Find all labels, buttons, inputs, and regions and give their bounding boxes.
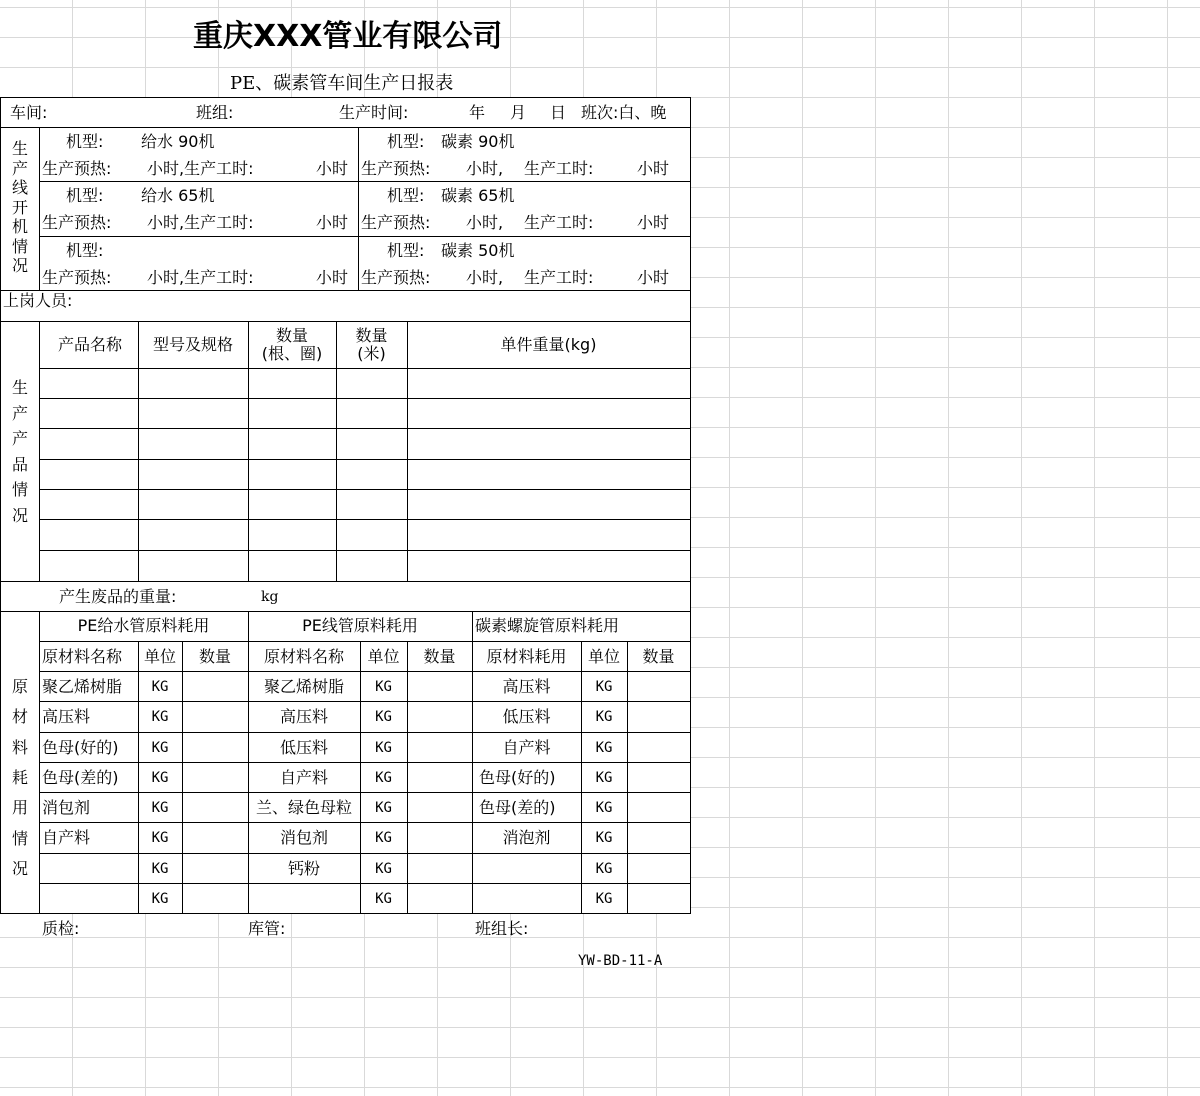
col-divider (407, 321, 408, 581)
col-divider (182, 641, 183, 914)
col-qty-m-unit: (米) (357, 344, 386, 363)
production-time-label: 生产时间: (339, 103, 409, 122)
workshop-label: 车间: (10, 103, 48, 122)
left-model-1: 给水 90机 (141, 132, 215, 151)
row-divider (39, 398, 691, 399)
row-divider (0, 127, 691, 128)
col-qty: 数量 (642, 647, 675, 666)
material-name: 消泡剂 (502, 828, 551, 847)
staff-label: 上岗人员: (3, 291, 73, 310)
material-name: 高压料 (502, 677, 551, 696)
material-unit: KG (151, 861, 169, 877)
col-qty: 数量 (198, 647, 231, 666)
col-qty-pcs: 数量 (275, 326, 308, 345)
table-border (0, 97, 1, 914)
side-label-char: 材 (11, 707, 28, 727)
row-divider (39, 822, 691, 823)
material-unit: KG (595, 800, 613, 816)
col-unit: 单位 (587, 647, 620, 666)
hours-workhours-label: 小时,生产工时: (147, 159, 254, 178)
col-material-name: 原材料名称 (42, 647, 123, 666)
material-name: 低压料 (502, 707, 551, 726)
material-name: 聚乙烯树脂 (263, 677, 344, 696)
col-spec: 型号及规格 (153, 335, 234, 354)
table-border (0, 97, 691, 98)
table-border (0, 913, 691, 914)
side-label-char: 产 (11, 158, 28, 178)
hours-label: 小时 (637, 159, 670, 178)
preheat-label: 生产预热: (42, 268, 112, 287)
row-divider (39, 368, 691, 369)
material-unit: KG (151, 830, 169, 846)
side-label-char: 情 (11, 480, 28, 499)
hours-label: 小时 (316, 159, 349, 178)
material-unit: KG (595, 740, 613, 756)
col-divider (39, 127, 40, 290)
workhours-label: 生产工时: (524, 213, 594, 232)
material-name: 色母(好的) (42, 738, 119, 757)
side-label-char: 生 (11, 378, 28, 397)
material-unit: KG (151, 679, 169, 695)
material-name: 钙粉 (287, 859, 320, 878)
row-divider (0, 321, 691, 322)
preheat-label: 生产预热: (42, 213, 112, 232)
material-unit: KG (375, 709, 392, 725)
right-model-2: 碳素 65机 (441, 186, 515, 205)
left-model-2: 给水 65机 (141, 186, 215, 205)
hours-label: 小时 (316, 268, 349, 287)
col-unit: 单位 (367, 647, 400, 666)
row-divider (39, 762, 691, 763)
workhours-label: 生产工时: (524, 159, 594, 178)
col-unit-weight: 单件重量(kg) (500, 335, 597, 354)
workhours-label: 生产工时: (524, 268, 594, 287)
model-label: 机型: (66, 132, 104, 151)
material-name: 消包剂 (42, 798, 91, 817)
row-divider (39, 489, 691, 490)
side-label-char: 生 (11, 139, 28, 158)
company-title: 重庆XXX管业有限公司 (193, 19, 503, 54)
team-leader-label: 班组长: (475, 919, 529, 938)
side-label-char: 产 (11, 403, 28, 423)
warehouse-label: 库管: (248, 919, 286, 938)
col-material-usage: 原材料耗用 (486, 647, 567, 666)
side-label-char: 原 (11, 677, 28, 696)
material-unit: KG (595, 861, 613, 877)
side-label-char: 况 (11, 505, 28, 525)
hours-comma-label: 小时, (466, 213, 504, 232)
material-name: 高压料 (42, 707, 91, 726)
material-unit: KG (375, 830, 392, 846)
material-name: 色母(差的) (42, 768, 119, 787)
row-divider (39, 236, 691, 237)
material-name: 色母(差的) (479, 798, 556, 817)
row-divider (0, 611, 691, 612)
col-divider (407, 641, 408, 914)
material-name: 低压料 (279, 738, 328, 757)
col-divider (627, 641, 628, 914)
model-label: 机型: (387, 241, 425, 260)
material-name: 自产料 (502, 738, 551, 757)
hours-workhours-label: 小时,生产工时: (147, 213, 254, 232)
hours-label: 小时 (316, 213, 349, 232)
preheat-label: 生产预热: (361, 159, 431, 178)
material-name: 聚乙烯树脂 (42, 677, 123, 696)
material-name: 自产料 (279, 768, 328, 787)
side-label-char: 况 (11, 858, 28, 878)
row-divider (39, 671, 691, 672)
hours-comma-label: 小时, (466, 159, 504, 178)
col-divider (138, 321, 139, 581)
row-divider (39, 792, 691, 793)
material-name: 高压料 (279, 707, 328, 726)
material-name: 兰、绿色母粒 (255, 798, 352, 817)
right-model-3: 碳素 50机 (441, 241, 515, 260)
model-label: 机型: (66, 241, 104, 260)
side-label-char: 料 (11, 737, 28, 757)
material-unit: KG (151, 709, 169, 725)
material-unit: KG (151, 740, 169, 756)
col-divider (39, 321, 40, 581)
model-label: 机型: (387, 186, 425, 205)
side-label-char: 用 (11, 798, 28, 818)
group-pe-water: PE给水管原料耗用 (77, 616, 210, 635)
row-divider (0, 290, 691, 291)
col-material-name: 原材料名称 (263, 647, 344, 666)
waste-weight-unit: kg (261, 589, 279, 605)
side-label-char: 线 (11, 178, 28, 197)
row-divider (39, 181, 691, 182)
hours-label: 小时 (637, 268, 670, 287)
material-unit: KG (151, 891, 169, 907)
col-qty-m: 数量 (355, 326, 388, 345)
model-label: 机型: (387, 132, 425, 151)
material-name: 消包剂 (279, 828, 328, 847)
material-unit: KG (595, 770, 613, 786)
material-name: 色母(好的) (479, 768, 556, 787)
row-divider (39, 883, 691, 884)
group-pe-conduit: PE线管原料耗用 (302, 616, 418, 635)
material-unit: KG (595, 679, 613, 695)
row-divider (0, 581, 691, 582)
side-label-char: 开 (11, 197, 28, 217)
day-label: 日 (550, 103, 567, 122)
waste-weight-label: 产生废品的重量: (59, 587, 177, 606)
right-model-1: 碳素 90机 (441, 132, 515, 151)
side-label-char: 况 (11, 256, 28, 275)
month-label: 月 (510, 103, 527, 122)
material-unit: KG (375, 891, 392, 907)
preheat-label: 生产预热: (361, 268, 431, 287)
row-divider (39, 550, 691, 551)
material-unit: KG (595, 830, 613, 846)
row-divider (39, 641, 691, 642)
material-unit: KG (375, 861, 392, 877)
form-code: YW-BD-11-A (578, 953, 663, 969)
row-divider (39, 732, 691, 733)
year-label: 年 (469, 103, 486, 122)
side-label-char: 品 (11, 454, 28, 474)
hours-label: 小时 (637, 213, 670, 232)
material-unit: KG (375, 770, 392, 786)
material-unit: KG (595, 891, 613, 907)
col-unit: 单位 (143, 647, 176, 666)
hours-comma-label: 小时, (466, 268, 504, 287)
model-label: 机型: (66, 186, 104, 205)
col-qty-pcs-unit: (根、圈) (261, 344, 323, 363)
material-unit: KG (151, 800, 169, 816)
side-label-char: 机 (11, 217, 28, 236)
row-divider (39, 459, 691, 460)
side-label-char: 产 (11, 429, 28, 448)
preheat-label: 生产预热: (42, 159, 112, 178)
group-carbon-spiral: 碳素螺旋管原料耗用 (475, 616, 620, 635)
row-divider (39, 428, 691, 429)
material-unit: KG (151, 770, 169, 786)
side-label-char: 耗 (11, 767, 28, 787)
row-divider (39, 701, 691, 702)
side-label-char: 情 (11, 236, 28, 256)
material-name: 自产料 (42, 828, 91, 847)
col-qty: 数量 (423, 647, 456, 666)
material-unit: KG (375, 740, 392, 756)
preheat-label: 生产预热: (361, 213, 431, 232)
col-divider (358, 127, 359, 290)
report-subtitle: PE、碳素管车间生产日报表 (230, 73, 454, 94)
material-unit: KG (595, 709, 613, 725)
material-unit: KG (375, 679, 392, 695)
material-unit: KG (375, 800, 392, 816)
side-label-char: 情 (11, 828, 28, 848)
col-product-name: 产品名称 (58, 335, 123, 354)
qc-label: 质检: (42, 919, 80, 938)
shift-label: 班次:白、晚 (581, 103, 667, 122)
row-divider (39, 519, 691, 520)
team-label: 班组: (196, 103, 234, 122)
hours-workhours-label: 小时,生产工时: (147, 268, 254, 287)
row-divider (39, 853, 691, 854)
